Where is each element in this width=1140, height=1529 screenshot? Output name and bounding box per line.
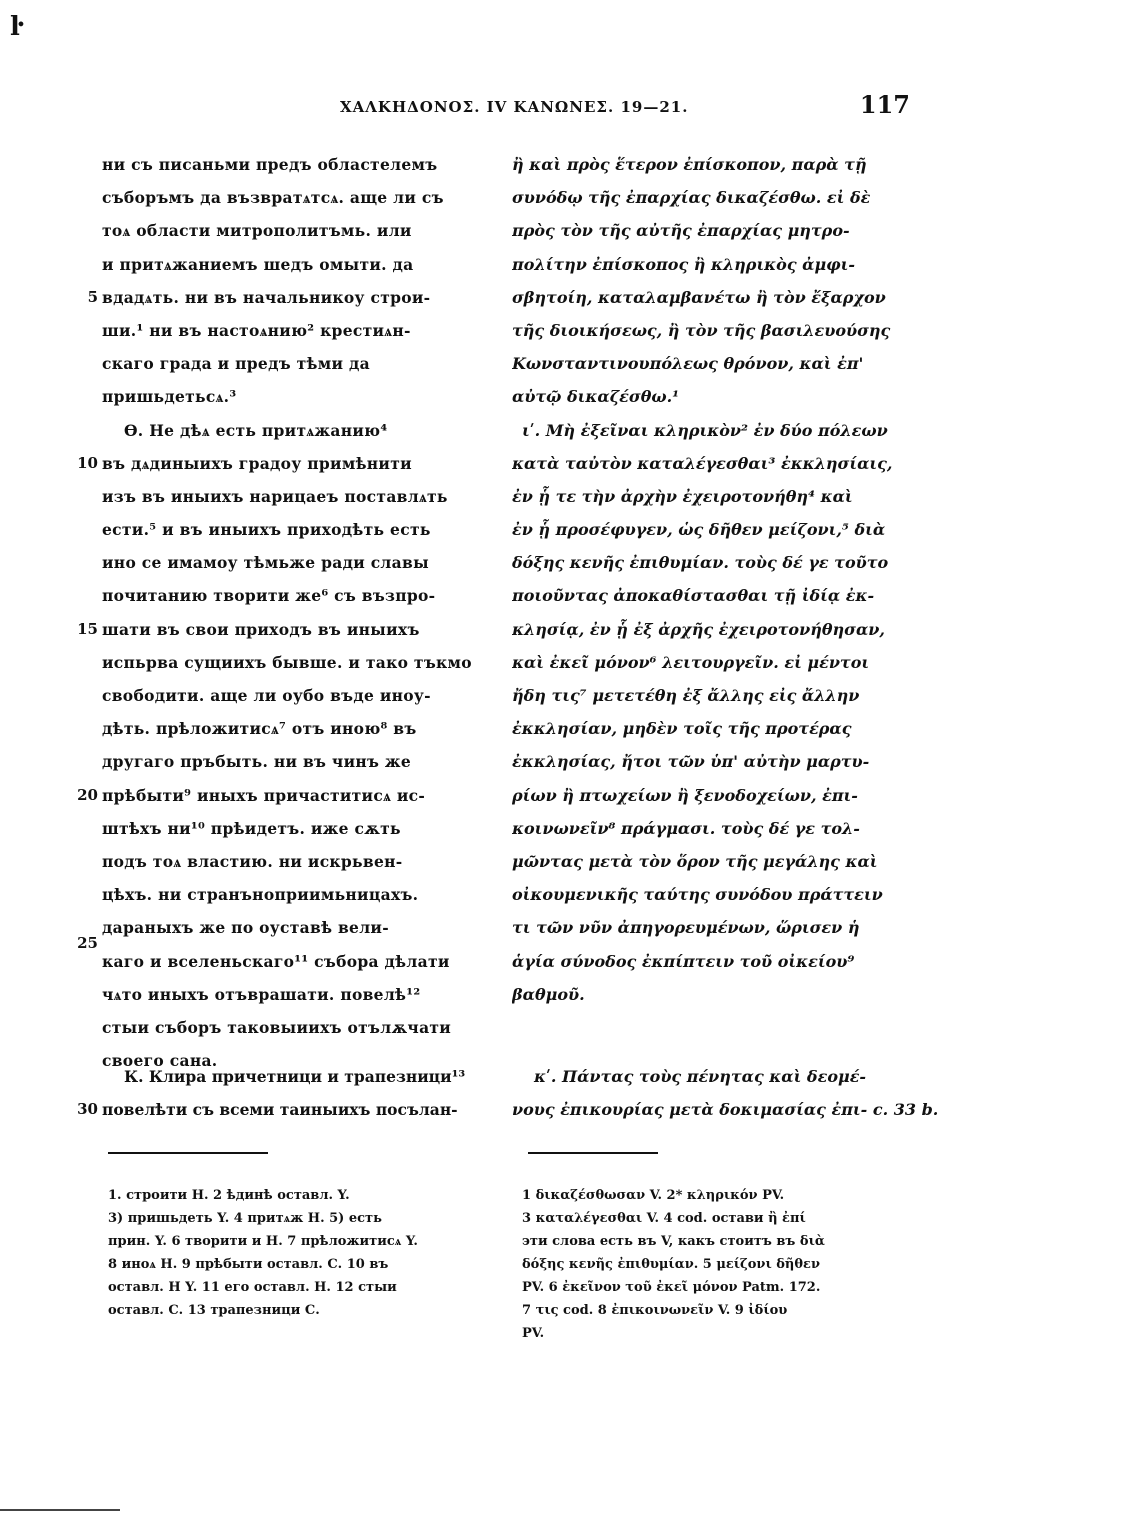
text-line: вдадѧть. ни въ начальникоу строи-: [102, 287, 431, 307]
corner-mark: ŀ: [10, 12, 20, 42]
text-line: своего сана.: [102, 1051, 218, 1071]
footnote-line: прин. Y. 6 творити и Н. 7 прѣложитисѧ Y.: [108, 1234, 418, 1249]
text-line: ἐκκλησίαν, μηδὲν τοῖς τῆς προτέρας: [512, 719, 852, 739]
text-line: ἤδη τις⁷ μετετέθη ἐξ ἄλλης εἰς ἄλλην: [512, 686, 860, 705]
text-line: въ дѧдиныихъ градоу примѣнити: [102, 453, 412, 473]
text-line: и притѧжаниемъ шедъ омыти. да: [102, 254, 414, 274]
text-line: изъ въ иныихъ нарицаеъ поставлѧть: [102, 486, 448, 506]
line-number: 10: [77, 454, 98, 472]
footnote-line: 7 τις cod. 8 ἐπικοινωνεῖν V. 9 ἰδίου: [522, 1303, 788, 1318]
text-line: κοινωνεῖν⁸ πράγμασι. τοὺς δέ γε τολ-: [512, 818, 860, 838]
text-line: πολίτην ἐπίσκοπος ἢ κληρικὸς ἀμφι-: [512, 254, 856, 274]
slavonic-footnotes: [108, 1184, 498, 1322]
footnote-line: оставл. С. 13 трапезници С.: [108, 1303, 320, 1318]
text-line: νους ἐπικουρίας μετὰ δοκιμασίας ἐπι- c. 33 b.: [512, 1100, 939, 1120]
text-line: ши.¹ ни въ настоѧнию² крестиѧн-: [102, 320, 411, 340]
text-line: скаго града и предъ тѣми да: [102, 354, 370, 374]
text-line: пришьдетьсѧ.³: [102, 387, 237, 407]
running-head: [330, 90, 910, 120]
text-line: ни съ писаньми предъ областелемъ: [102, 155, 438, 174]
line-number: 15: [77, 620, 98, 638]
footnote-divider: [108, 1152, 268, 1154]
greek-footnotes: [522, 1184, 922, 1345]
text-line: ἐν ᾗ τε τὴν ἀρχὴν ἐχειροτονήθη⁴ καὶ: [512, 486, 853, 506]
text-line: αὐτῷ δικαζέσθω.¹: [512, 387, 680, 407]
text-line: штѣхъ ни¹⁰ прѣидетъ. иже сѫть: [102, 818, 401, 838]
page-number: 117: [859, 90, 910, 119]
text-line: ἢ καὶ πρὸς ἕτερον ἐπίσκοπον, παρὰ τῇ: [512, 155, 867, 174]
text-line: ἐν ᾗ προσέφυγεν, ὡς δῆθεν μείζονι,⁵ διὰ: [512, 520, 886, 540]
text-line: δόξης κενῆς ἐπιθυμίαν. τοὺς δέ γε τοῦτο: [512, 553, 889, 573]
text-line: другаго пръбыть. ни въ чинъ же: [102, 752, 412, 772]
text-line: Ѳ. Не дѣѧ есть притѧжанию⁴: [124, 420, 388, 440]
footnote-line: 1. строити Н. 2 ѣдинѣ оставл. Y.: [108, 1188, 350, 1203]
footnote-line: эти слова есть въ V, какъ стоитъ въ διὰ: [522, 1234, 825, 1249]
text-line: свободити. аще ли оубо въде иноу-: [102, 686, 431, 705]
text-line: τι τῶν νῦν ἀπηγορευμένων, ὥρισεν ἡ: [512, 918, 860, 938]
scan-edge-mark: [0, 1509, 120, 1511]
text-line: стыи съборъ таковыиихъ отълѫчати: [102, 1017, 452, 1037]
text-line: σβητοίη, καταλαμβανέτω ἢ τὸν ἔξαρχον: [512, 287, 886, 307]
slavonic-canon-start: [102, 1060, 494, 1126]
line-number: 25: [77, 934, 98, 952]
text-line: испьрва сущиихъ бывше. и тако тъкмо: [102, 652, 472, 672]
text-line: ести.⁵ и въ иныихъ приходѣть есть: [102, 520, 431, 540]
text-line: повелѣти съ всеми таиныихъ посълан-: [102, 1100, 458, 1120]
text-line: Κωνσταντινουπόλεως θρόνον, καὶ ἐπ': [512, 354, 864, 374]
text-line: κʹ. Πάντας τοὺς πένητας καὶ δεομέ-: [534, 1067, 867, 1086]
text-line: ἐκκλησίας, ἤτοι τῶν ὑπ' αὐτὴν μαρτυ-: [512, 752, 870, 772]
text-line: ιʹ. Μὴ ἐξεῖναι κληρικὸν² ἐν δύο πόλεων: [522, 420, 888, 440]
text-line: ποιοῦντας ἀποκαθίστασθαι τῇ ἰδίᾳ ἐκ-: [512, 586, 875, 606]
text-line: βαθμοῦ.: [512, 984, 585, 1004]
line-number: 5: [87, 288, 98, 306]
text-line: τῆς διοικήσεως, ἢ τὸν τῆς βασιλευούσης: [512, 320, 891, 340]
text-line: ино се имамоу тѣмьже ради славы: [102, 553, 429, 573]
text-line: К. Клира причетници и трапезници¹³: [124, 1067, 466, 1086]
running-title: ΧΑΛΚΗΔΟΝΟΣ. IV ΚΑΝΩΝΕΣ. 19—21.: [340, 98, 689, 116]
footnote-line: PV. 6 ἐκεῖνον τοῦ ἐκεῖ μόνον Patm. 172.: [522, 1280, 821, 1295]
text-line: каго и вселеньскаго¹¹ събора дѣлати: [102, 951, 450, 971]
greek-text-column: [512, 148, 908, 1011]
text-line: κατὰ ταὐτὸν καταλέγεσθαι³ ἐκκλησίαις,: [512, 453, 893, 473]
greek-canon-start: [512, 1060, 982, 1126]
footnote-line: δόξης κενῆς ἐπιθυμίαν. 5 μείζονι δῆθεν: [522, 1257, 820, 1272]
text-line: тоѧ области митрополитъмь. или: [102, 221, 412, 241]
footnote-line: 8 иноѧ Н. 9 прѣбыти оставл. С. 10 въ: [108, 1257, 389, 1272]
text-line: прѣбыти⁹ иныхъ причаститисѧ ис-: [102, 785, 426, 805]
text-line: συνόδῳ τῆς ἐπαρχίας δικαζέσθω. εἰ δὲ: [512, 188, 871, 208]
text-line: дѣть. прѣложитисѧ⁷ отъ иною⁸ въ: [102, 719, 417, 739]
text-line: οἰκουμενικῆς ταύτης συνόδου πράττειν: [512, 885, 883, 905]
text-line: шати въ свои приходъ въ иныихъ: [102, 619, 420, 639]
line-number: 20: [77, 786, 98, 804]
text-line: цѣхъ. ни странъноприимьницахъ.: [102, 885, 419, 905]
footnote-line: оставл. Н Y. 11 его оставл. Н. 12 стыи: [108, 1280, 397, 1295]
line-number: 30: [77, 1100, 98, 1118]
text-line: чѧто иныхъ отъврашати. повелѣ¹²: [102, 984, 421, 1004]
footnote-line: 3 καταλέγεσθαι V. 4 cod. остави ἢ ἐπί: [522, 1211, 806, 1226]
text-line: съборъмъ да възвратѧтсѧ. аще ли съ: [102, 188, 444, 208]
footnote-line: 3) пришьдеть Y. 4 притѧж Н. 5) есть: [108, 1211, 382, 1226]
text-line: κλησίᾳ, ἐν ᾗ ἐξ ἀρχῆς ἐχειροτονήθησαν,: [512, 619, 885, 639]
text-line: дараныхъ же по оуставѣ вели-: [102, 918, 389, 938]
text-line: ἁγία σύνοδος ἐκπίπτειν τοῦ οἰκείου⁹: [512, 951, 855, 971]
footnote-divider: [528, 1152, 658, 1154]
footnote-line: 1 δικαζέσθωσαν V. 2* κληρικόν PV.: [522, 1188, 785, 1203]
text-line: подъ тоѧ властию. ни искрьвен-: [102, 851, 403, 871]
text-line: πρὸς τὸν τῆς αὐτῆς ἐπαρχίας μητρο-: [512, 221, 850, 241]
text-line: καὶ ἐκεῖ μόνον⁶ λειτουργεῖν. εἰ μέντοι: [512, 652, 870, 672]
text-line: почитанию творити же⁶ съ възпро-: [102, 586, 436, 606]
text-line: μῶντας μετὰ τὸν ὅρον τῆς μεγάλης καὶ: [512, 851, 878, 871]
footnote-line: PV.: [522, 1326, 545, 1341]
slavonic-text-column: [102, 148, 494, 1077]
text-line: ρίων ἢ πτωχείων ἢ ξενοδοχείων, ἐπι-: [512, 785, 858, 805]
